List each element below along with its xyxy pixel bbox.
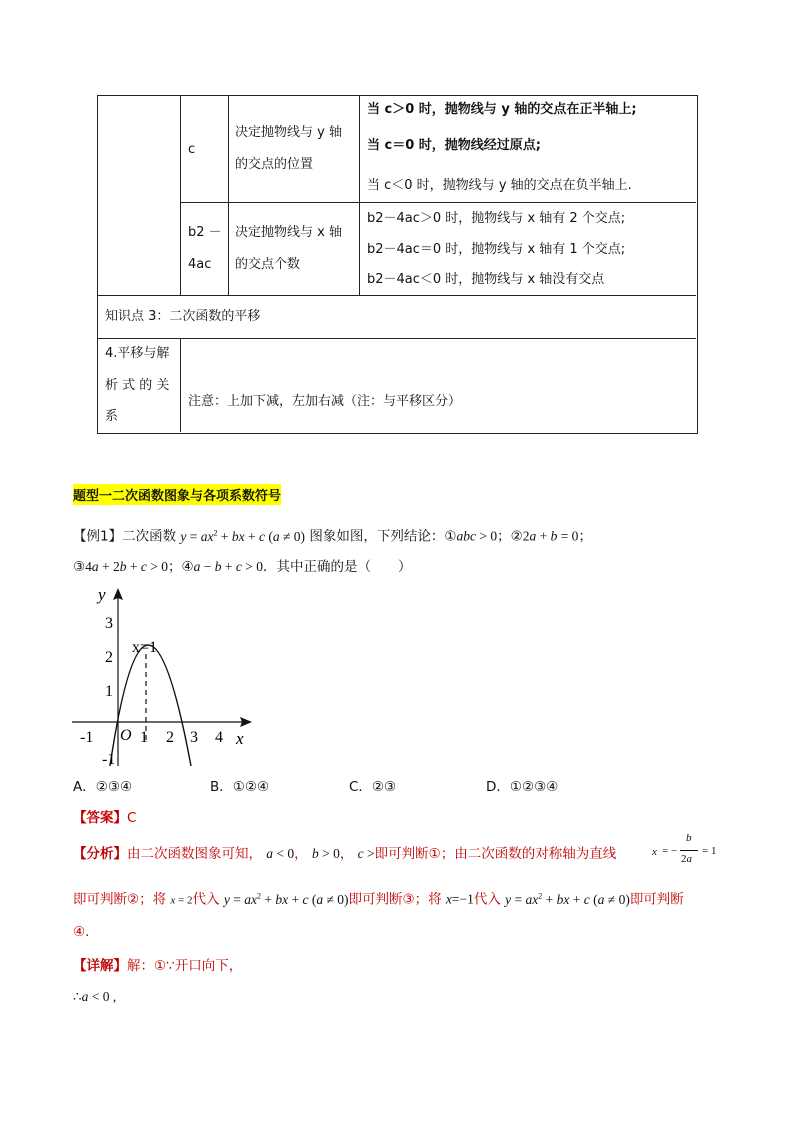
detail-text: 解：①∵开口向下，: [127, 958, 243, 974]
detail-line-2: [73, 987, 116, 1007]
choice-b: B．①②④: [210, 779, 270, 795]
choice-c: C．②③: [349, 779, 397, 795]
x-tick-2: 2: [166, 729, 174, 746]
table-divider: [97, 295, 696, 296]
cell-case-c-3: 当 c＜0 时，抛物线与 y 轴的交点在负半轴上.: [367, 178, 632, 193]
claim-4-num: ④: [181, 559, 194, 575]
claim-1-num: ①: [444, 528, 457, 545]
cell-case-c-1: 当 c＞0 时，抛物线与 y 轴的交点在正半轴上;: [367, 102, 637, 117]
analysis-line-3: ④.: [73, 924, 90, 940]
cell-symbol-disc-2: 4ac: [188, 257, 212, 272]
choice-a: A．②③④: [73, 779, 133, 795]
x-tick-minus1: -1: [80, 729, 94, 746]
analysis-p6: 代入: [473, 891, 501, 908]
cell-meaning-c-2: 的交点的位置: [235, 157, 314, 172]
example-lead: 二次函数: [122, 528, 177, 545]
quadratic-formula: $y = ax^2$ + bx + c (a ≠ 0): [180, 528, 306, 544]
formula-3: $y = ax^2$ + bx + c (a ≠ 0): [505, 891, 630, 907]
sub-x2: x = 2: [170, 894, 193, 907]
row4-content: 注意：上加下减，左加右减（注：与平移区分）: [188, 394, 462, 409]
x-tick-4: 4: [215, 729, 223, 746]
section-heading: 题型一二次函数图象与各项系数符号: [73, 484, 281, 505]
y-tick-1: 1: [105, 683, 113, 700]
cell-symbol-disc-1: b2 －: [188, 225, 222, 240]
cell-symbol-c: c: [188, 142, 196, 157]
detail-line-1: [73, 956, 242, 976]
analysis-p4: 代入: [192, 891, 220, 908]
analysis-line-1: 【分析】由二次函数图象可知， a < 0， b > 0， c >即可判断①；由二次函数的对称轴为直线: [73, 846, 617, 862]
answer-tag: 【答案】: [73, 810, 127, 826]
cond-b: b > 0: [311, 846, 340, 861]
row4-label-3: 系: [105, 409, 119, 424]
table-divider: [97, 338, 696, 339]
table-divider: [180, 338, 181, 432]
example-line-1: 【例1】二次函数 $y = ax^2$ + bx + c (a ≠ 0) 图象如图，下列结论：①abc > 0；②2a + b = 0；: [73, 528, 592, 545]
x-tick-3: 3: [190, 729, 198, 746]
analysis-p1: 由二次函数图象可知，: [127, 846, 262, 862]
row4-label-2: 析 式 的 关: [105, 378, 170, 393]
table-divider: [180, 202, 696, 203]
symmetry-label: x=1: [132, 639, 158, 656]
analysis-p5: 即可判断③；将: [348, 891, 442, 908]
cell-case-disc-2: b2－4ac＝0 时，抛物线与 x 轴有 1 个交点;: [367, 242, 626, 257]
x-tick-1: 1: [140, 729, 148, 746]
example-tag: 【例1】: [73, 528, 123, 545]
example-cond: 图象如图，下列结论：: [309, 528, 445, 545]
formula-2: $y = ax^2$ + bx + c (a ≠ 0): [223, 891, 349, 907]
example-tail: ．其中正确的是（ ）: [262, 559, 412, 575]
cell-meaning-disc-2: 的交点个数: [235, 257, 301, 272]
answer-line: [73, 808, 136, 828]
table-divider: [180, 95, 181, 295]
therefore-a-neg: ∴a < 0 ,: [73, 989, 117, 1004]
claim-3-num: ③: [73, 559, 86, 575]
origin-label: O: [120, 727, 132, 744]
y-tick-3: 3: [105, 615, 113, 632]
claim-2: 2a + b = 0: [522, 528, 579, 544]
x-axis-label: x: [236, 729, 244, 748]
claim-2-num: ②: [510, 528, 523, 545]
cell-case-disc-3: b2－4ac＜0 时，抛物线与 x 轴没有交点: [367, 272, 605, 287]
symmetry-formula: x = − b 2a = 1: [652, 832, 717, 865]
analysis-p3: 即可判断②；将: [73, 891, 167, 908]
parabola-graph: [70, 584, 260, 769]
claim-1: abc > 0: [456, 528, 498, 544]
y-tick-2: 2: [105, 649, 113, 666]
analysis-p2: 即可判断①；由二次函数的对称轴为直线: [374, 846, 617, 862]
knowledge-point-3: 知识点 3：二次函数的平移: [105, 309, 261, 324]
analysis-line-2: [73, 886, 684, 911]
answer-value: C: [127, 810, 137, 826]
choice-d: D．①②③④: [486, 779, 559, 795]
claim-3: 4a + 2b + c > 0: [85, 559, 168, 574]
cond-a: a < 0: [266, 846, 295, 861]
parabola-curve: [110, 645, 191, 766]
y-axis-label: y: [98, 585, 106, 604]
claim-4: a − b + c > 0: [193, 559, 263, 574]
detail-tag: 【详解】: [73, 958, 127, 974]
table-divider: [359, 95, 360, 295]
analysis-p7: 即可判断: [629, 891, 684, 908]
cell-meaning-c-1: 决定抛物线与 y 轴: [235, 125, 342, 140]
analysis-tag: 【分析】: [73, 846, 127, 862]
row4-label-1: 4.平移与解: [105, 346, 170, 361]
sub-xm1: x=−1: [445, 891, 474, 907]
table-divider: [228, 95, 229, 295]
cond-c: c >: [357, 846, 375, 861]
example-line-2: ③4a + 2b + c > 0；④a − b + c > 0．其中正确的是（ ）: [73, 559, 412, 575]
cell-case-c-2: 当 c＝0 时，抛物线经过原点;: [367, 138, 542, 153]
cell-case-disc-1: b2－4ac＞0 时，抛物线与 x 轴有 2 个交点;: [367, 211, 626, 226]
cell-meaning-disc-1: 决定抛物线与 x 轴: [235, 225, 342, 240]
y-tick-minus1: -1: [102, 751, 116, 768]
